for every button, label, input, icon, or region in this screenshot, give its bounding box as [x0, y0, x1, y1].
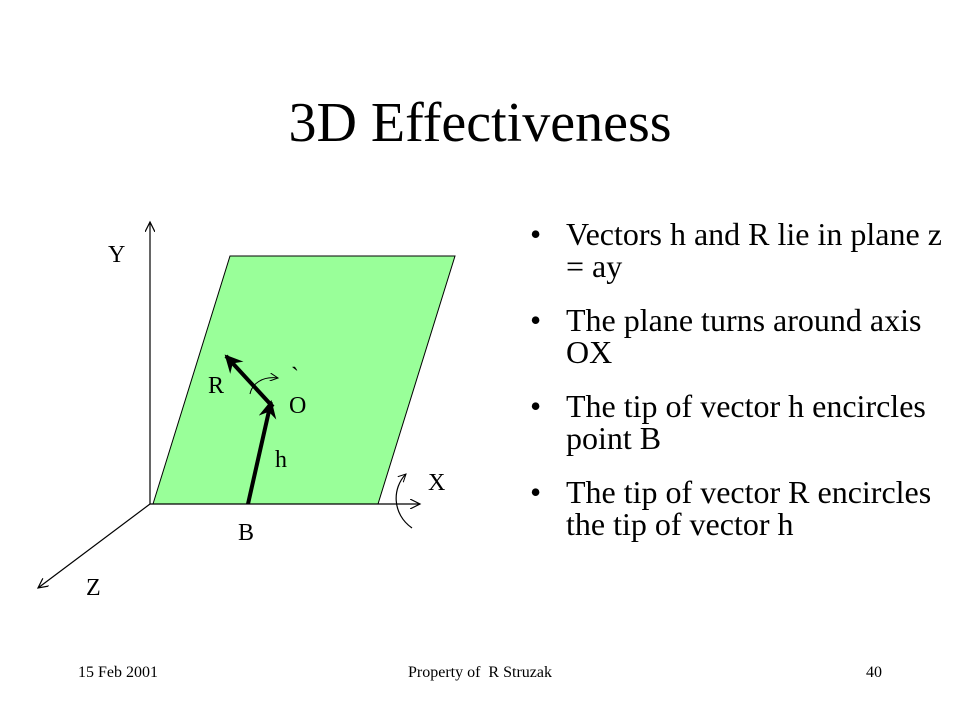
r-vector-label: R	[208, 373, 225, 399]
bullet-text: The plane turns around axis OX	[566, 302, 922, 370]
y-axis-label: Y	[108, 242, 126, 268]
bullet-item	[530, 476, 950, 540]
bullet-text: The tip of vector R encircles the tip of vector h	[566, 474, 932, 542]
bullet-dot: •	[530, 474, 542, 510]
bullet-text: Vectors h and R lie in plane z = ay	[566, 216, 942, 284]
origin-label: O	[289, 393, 307, 419]
bullet-item	[530, 304, 950, 368]
bullet-dot: •	[530, 302, 542, 338]
footer-owner: Property of R Struzak	[408, 664, 552, 681]
x-rotation-arrow	[396, 474, 412, 528]
z-axis-label: Z	[86, 575, 101, 601]
footer-date: 15 Feb 2001	[78, 664, 158, 681]
h-vector-label: h	[275, 447, 287, 473]
bullet-dot: •	[530, 216, 542, 252]
bullet-list	[530, 218, 950, 562]
slide-title: 3D Effectiveness	[288, 92, 672, 154]
origin-mark: `	[291, 364, 299, 390]
bullet-item	[530, 390, 950, 454]
inclined-plane	[153, 256, 455, 504]
footer-page-number: 40	[866, 664, 882, 681]
bullet-dot: •	[530, 388, 542, 424]
x-axis-label: X	[428, 470, 446, 496]
bullet-text: The tip of vector h encircles point B	[566, 388, 926, 456]
bullet-item	[530, 218, 950, 282]
point-b-label: B	[238, 520, 255, 546]
